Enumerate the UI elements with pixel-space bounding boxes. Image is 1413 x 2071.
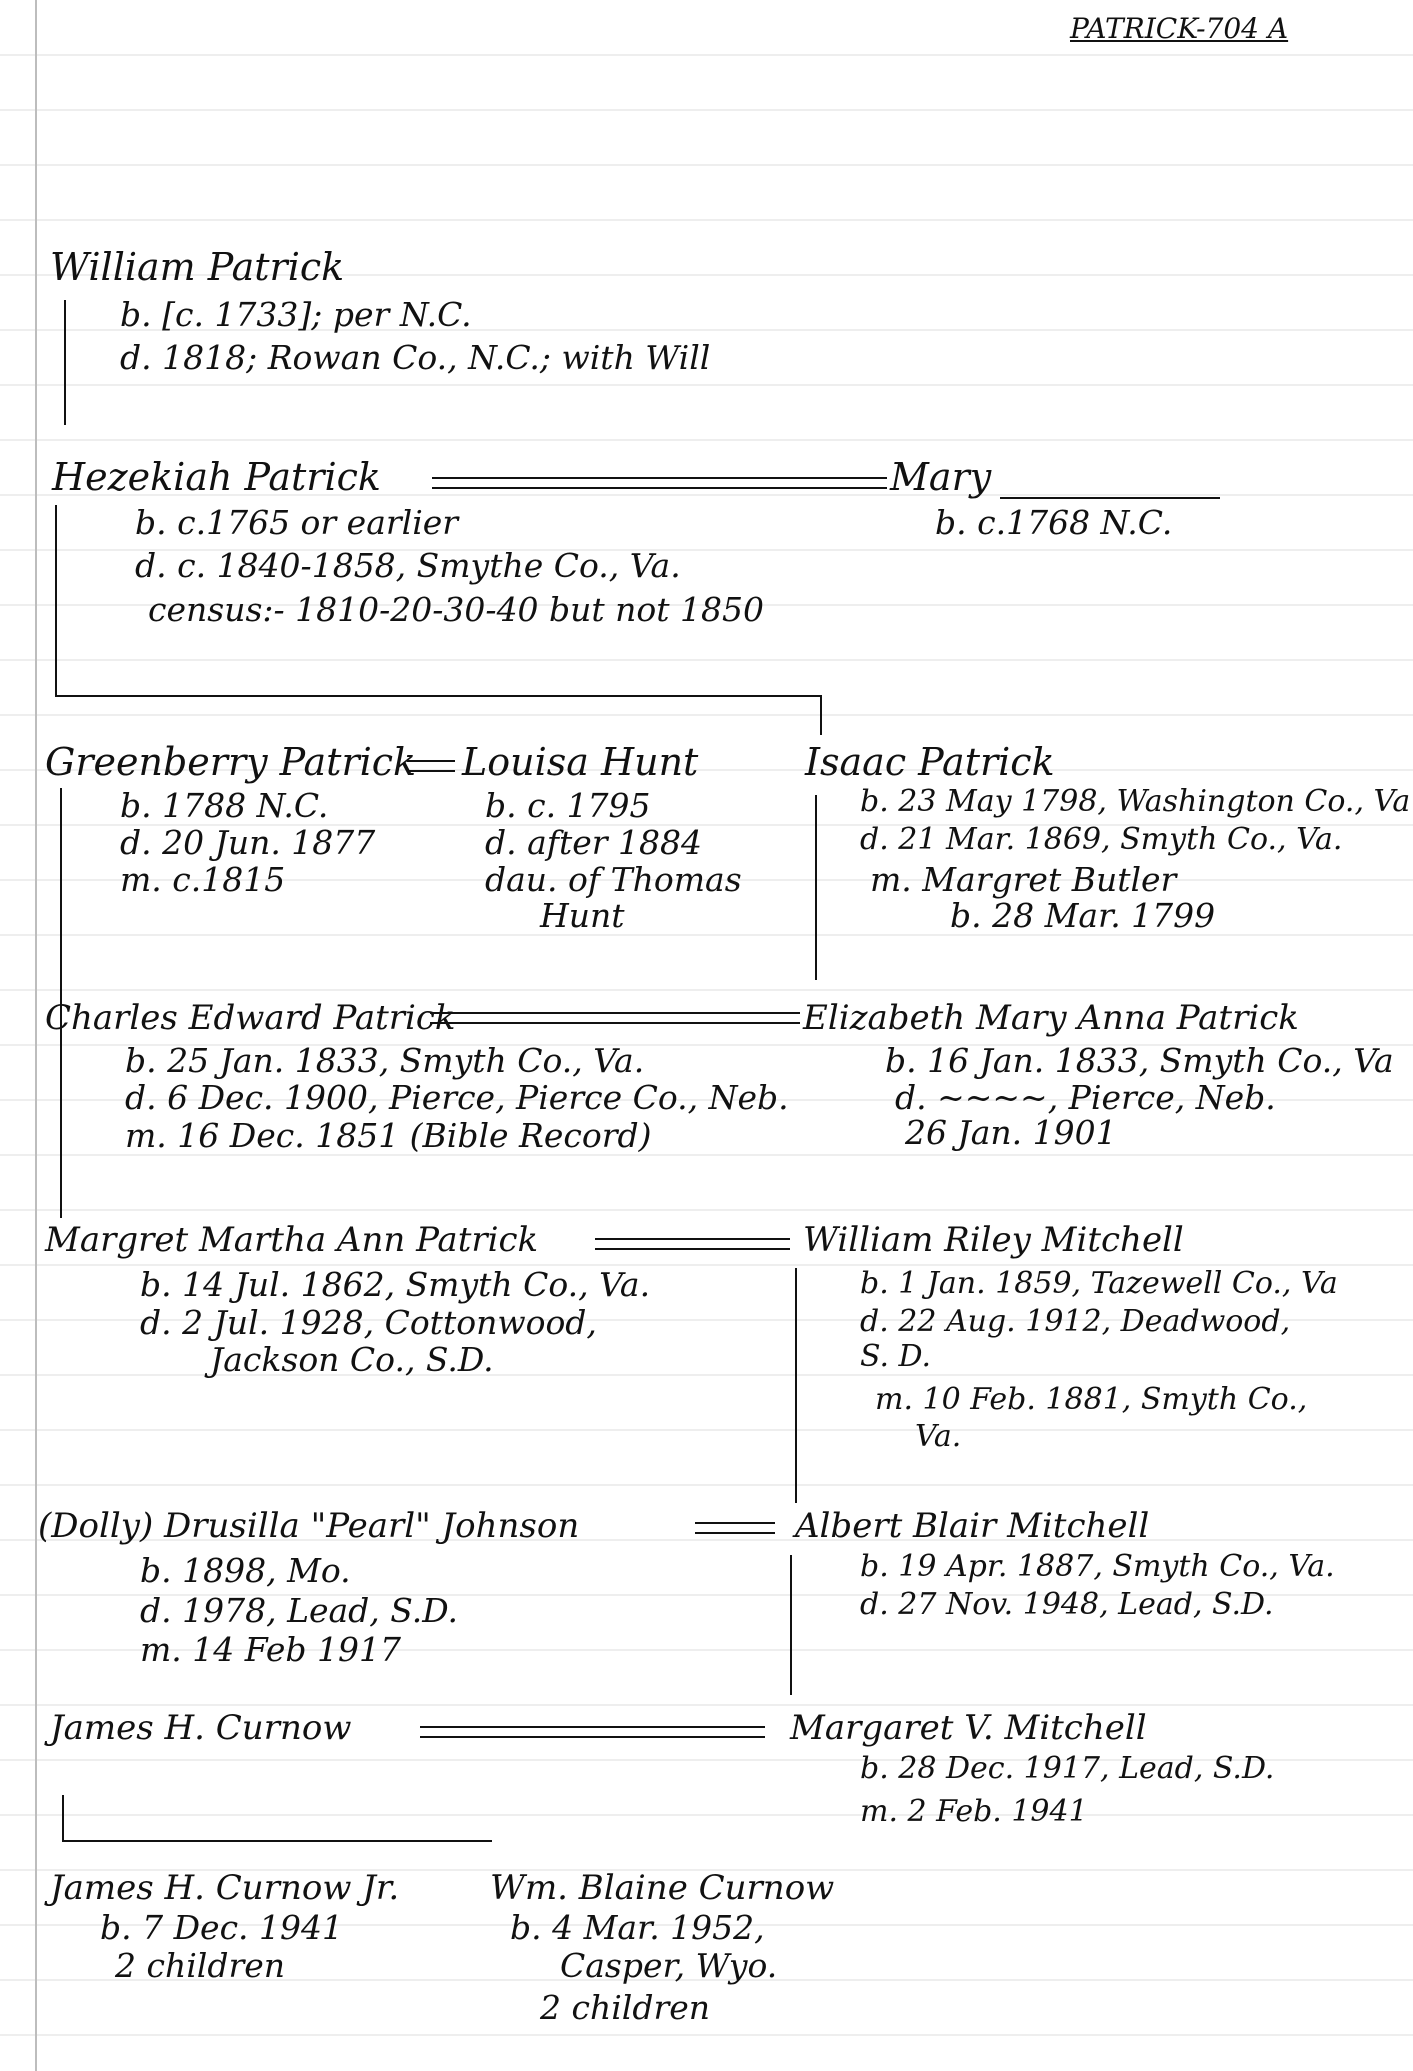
margret-birth: b. 14 Jul. 1862, Smyth Co., Va. [140,1265,651,1304]
albert-mitchell-name: Albert Blair Mitchell [795,1506,1150,1546]
marriage-line-charles-elizabeth [430,1012,800,1024]
margret-death-place: Jackson Co., S.D. [210,1340,494,1379]
isaac-descent-line [815,795,817,980]
james-curnow-jr-children: 2 children [115,1946,286,1985]
margaret-mitchell-name: Margaret V. Mitchell [790,1708,1147,1748]
greenberry-death: d. 20 Jun. 1877 [120,823,376,862]
drusilla-birth: b. 1898, Mo. [140,1551,351,1590]
albert-descent-line [790,1555,792,1695]
louisa-hunt-name: Louisa Hunt [462,740,699,784]
wm-curnow-children: 2 children [540,1988,711,2027]
louisa-birth: b. c. 1795 [485,786,651,825]
drusilla-johnson-name: (Dolly) Drusilla "Pearl" Johnson [38,1506,580,1546]
isaac-spouse-birth: b. 28 Mar. 1799 [950,896,1216,935]
hezekiah-death: d. c. 1840-1858, Smythe Co., Va. [135,546,681,585]
marriage-line-drusilla-albert [695,1522,775,1534]
wm-curnow-name: Wm. Blaine Curnow [490,1868,835,1908]
charles-death: d. 6 Dec. 1900, Pierce, Pierce Co., Neb. [125,1078,789,1117]
drusilla-marriage: m. 14 Feb 1917 [140,1630,401,1669]
greenberry-patrick-name: Greenberry Patrick [45,740,417,784]
sibling-branch-line [55,695,822,697]
william-mitchell-marriage-place: Va. [915,1419,962,1454]
charles-birth: b. 25 Jan. 1833, Smyth Co., Va. [125,1041,645,1080]
marriage-line-margret-william [595,1238,790,1250]
greenberry-marriage: m. c.1815 [120,860,286,899]
elizabeth-death: d. ~~~~, Pierce, Neb. [895,1078,1276,1117]
marriage-line-greenberry-louisa [407,760,455,772]
william-mitchell-name: William Riley Mitchell [803,1220,1184,1260]
marriage-line-james-margaret [420,1726,765,1738]
mary-birth: b. c.1768 N.C. [935,503,1173,542]
curnow-children-branch-line [62,1840,492,1842]
louisa-death: d. after 1884 [485,823,703,862]
hezekiah-birth: b. c.1765 or earlier [135,503,459,542]
mary-underline [1000,497,1220,499]
hezekiah-census: census:- 1810-20-30-40 but not 1850 [148,590,765,629]
charles-marriage: m. 16 Dec. 1851 (Bible Record) [125,1116,652,1155]
william-mitchell-marriage: m. 10 Feb. 1881, Smyth Co., [875,1382,1308,1417]
louisa-parent: dau. of Thomas [485,860,742,899]
albert-death: d. 27 Nov. 1948, Lead, S.D. [860,1587,1274,1622]
william-mitchell-death: d. 22 Aug. 1912, Deadwood, [860,1304,1291,1339]
margret-death: d. 2 Jul. 1928, Cottonwood, [140,1303,597,1342]
wm-curnow-birth: b. 4 Mar. 1952, [510,1908,765,1947]
charles-edward-patrick-name: Charles Edward Patrick [45,998,456,1038]
marriage-line-hezekiah-mary [432,477,887,489]
margret-patrick-name: Margret Martha Ann Patrick [45,1220,539,1260]
reference-code: PATRICK-704 A [1070,12,1289,45]
william-mitchell-descent-line [795,1268,797,1503]
james-curnow-jr-birth: b. 7 Dec. 1941 [100,1908,344,1947]
william-mitchell-birth: b. 1 Jan. 1859, Tazewell Co., Va [860,1266,1338,1301]
hezekiah-descent-line [55,505,57,695]
isaac-birth: b. 23 May 1798, Washington Co., Va [860,784,1411,819]
albert-birth: b. 19 Apr. 1887, Smyth Co., Va. [860,1549,1335,1584]
isaac-death: d. 21 Mar. 1869, Smyth Co., Va. [860,822,1343,857]
william-death: d. 1818; Rowan Co., N.C.; with Will [120,338,711,377]
elizabeth-birth: b. 16 Jan. 1833, Smyth Co., Va [885,1041,1394,1080]
william-birth: b. [c. 1733]; per N.C. [120,295,472,334]
william-descent-line [64,300,66,425]
louisa-parent-surname: Hunt [540,896,625,935]
curnow-children-drop-line [62,1795,64,1840]
drusilla-death: d. 1978, Lead, S.D. [140,1591,458,1630]
mary-name: Mary [890,455,992,499]
isaac-patrick-name: Isaac Patrick [805,740,1055,784]
greenberry-birth: b. 1788 N.C. [120,786,329,825]
elizabeth-death-date: 26 Jan. 1901 [905,1113,1117,1152]
isaac-marriage: m. Margret Butler [870,860,1177,899]
elizabeth-patrick-name: Elizabeth Mary Anna Patrick [803,998,1299,1038]
margaret-mitchell-birth: b. 28 Dec. 1917, Lead, S.D. [860,1751,1275,1786]
james-curnow-jr-name: James H. Curnow Jr. [50,1868,400,1908]
wm-curnow-birth-place: Casper, Wyo. [560,1946,778,1985]
margaret-mitchell-marriage: m. 2 Feb. 1941 [860,1794,1088,1829]
william-mitchell-death-place: S. D. [860,1339,932,1374]
isaac-drop-line [820,695,822,735]
william-patrick-name: William Patrick [50,245,345,289]
james-curnow-name: James H. Curnow [50,1708,352,1748]
hezekiah-patrick-name: Hezekiah Patrick [52,455,381,499]
